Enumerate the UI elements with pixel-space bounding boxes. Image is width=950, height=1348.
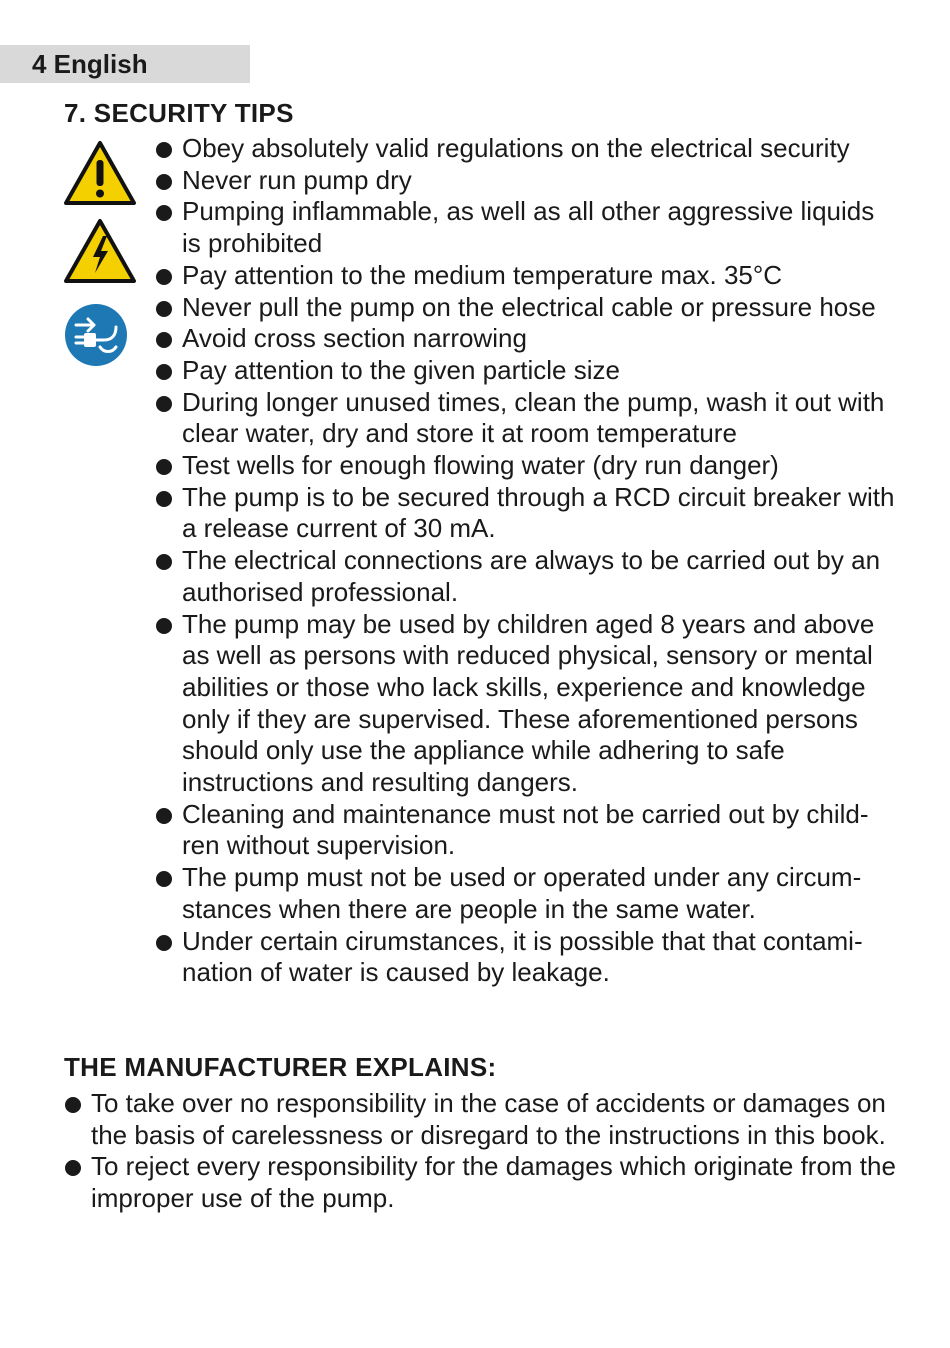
list-item: Avoid cross section narrowing [156,323,896,355]
list-item: The electrical connections are always to be carried out by an authorised professional. [156,545,896,608]
list-item: The pump is to be secured through a RCD circuit breaker with a release current of 30 mA. [156,482,896,545]
list-item: Pumping inflammable, as well as all other aggressive liquids is prohibited [156,196,896,259]
list-item: The pump may be used by children aged 8 years and above as well as persons with reduced physical, sensory or mental abilities or those who lack skills, experience and knowledge only if they are supervised. These aforementioned persons should only use the appliance while adhering to safe instructions and resulting dangers. [156,609,896,799]
list-item: Obey absolutely valid regulations on the electrical security [156,133,896,165]
list-item: Test wells for enough flowing water (dry run danger) [156,450,896,482]
list-item: Never run pump dry [156,165,896,197]
list-item: To take over no responsibility in the case of accidents or damages on the basis of carelessness or disregard to the instructions in this book. [65,1088,905,1151]
list-item: Under certain cirumstances, it is possible that that contamination of water is caused by leakage. [156,926,896,989]
list-item: Pay attention to the medium temperature max. 35°C [156,260,896,292]
electric-shock-icon [63,218,137,284]
list-item: Cleaning and maintenance must not be carried out by children without supervision. [156,799,896,862]
list-item: The pump must not be used or operated under any circumstances when there are people in the same water. [156,862,896,925]
list-item: Never pull the pump on the electrical cable or pressure hose [156,292,896,324]
list-item: To reject every responsibility for the damages which originate from the improper use of the pump. [65,1151,905,1214]
security-tips-heading: 7. SECURITY TIPS [64,98,294,128]
manufacturer-list [65,1088,905,1215]
manufacturer-heading: THE MANUFACTURER EXPLAINS: [64,1052,497,1082]
page-number-tag: 4 English [0,45,250,83]
unplug-icon [64,303,128,367]
security-tips-list [156,133,896,989]
list-item: During longer unused times, clean the pump, wash it out with clear water, dry and store it at room temperature [156,387,896,450]
list-item: Pay attention to the given particle size [156,355,896,387]
warning-icon [63,140,137,206]
